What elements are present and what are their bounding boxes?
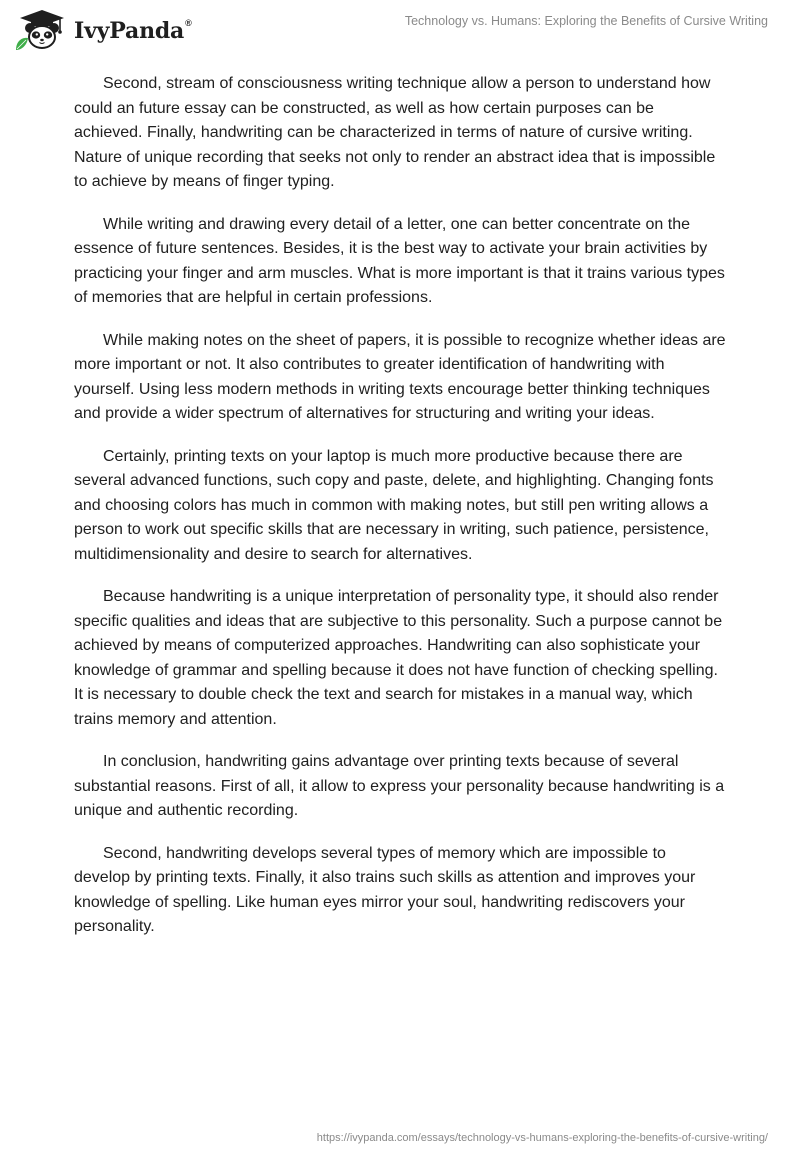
essay-body [74,72,726,958]
page-header [0,0,800,60]
paragraph: Certainly, printing texts on your laptop is much more productive because there are several advanced functions, such copy and paste, delete, and highlighting. Changing fonts and choosing colors has much in common with making notes, but still pen writing allows a person to work out specific skills that are necessary in writing, such patience, persistence, multidimensionality and desire to search for alternatives. [74,447,714,563]
paragraph: Because handwriting is a unique interpretation of personality type, it should also render specific qualities and ideas that are subjective to this personality. Such a purpose cannot be achieved by means of computerized approaches. Handwriting can also sophisticate your knowledge of grammar and spelling because it does not have function of checking spelling. It is necessary to double check the text and search for mistakes in a manual way, which trains memory and attention. [74,588,723,728]
paragraph: Second, handwriting develops several types of memory which are impossible to develop by printing texts. Finally, it also trains such skills as attention and improves your knowledge of spelling. Like human eyes mirror your soul, handwriting rediscovers your personality. [74,844,696,935]
paragraph: While writing and drawing every detail of a letter, one can better concentrate on the essence of future sentences. Besides, it is the best way to activate your brain activities by practicing your finger and arm muscles. What is more important is that it trains various types of memories that are helpful in certain professions. [74,215,725,306]
ivypanda-logo[interactable] [14,9,192,51]
paragraph: While making notes on the sheet of papers, it is possible to recognize whether ideas are more important or not. It also contributes to greater identification of handwriting with yourself. Using less modern methods in writing texts encourage better thinking techniques and provide a wider spectrum of alternatives for structuring and writing your ideas. [74,331,726,422]
panda-graduate-logo-icon [14,9,70,51]
source-url[interactable]: https://ivypanda.com/essays/technology-vs-humans-exploring-the-benefits-of-cursive-writing/ [316,1132,768,1144]
paragraph: In conclusion, handwriting gains advantage over printing texts because of several substantial reasons. First of all, it allow to express your personality because handwriting is a unique and authentic recording. [74,753,725,819]
logo-wordmark: IvyPanda® [74,17,192,44]
registered-mark: ® [185,17,192,28]
document-title: Technology vs. Humans: Exploring the Benefits of Cursive Writing [404,14,768,28]
paragraph: Second, stream of consciousness writing technique allow a person to understand how could an future essay can be constructed, as well as how certain purposes can be achieved. Finally, handwriting can be characterized in terms of nature of cursive writing. Nature of unique recording that seeks not only to render an abstract idea that is impossible to achieve by means of finger typing. [74,75,716,190]
